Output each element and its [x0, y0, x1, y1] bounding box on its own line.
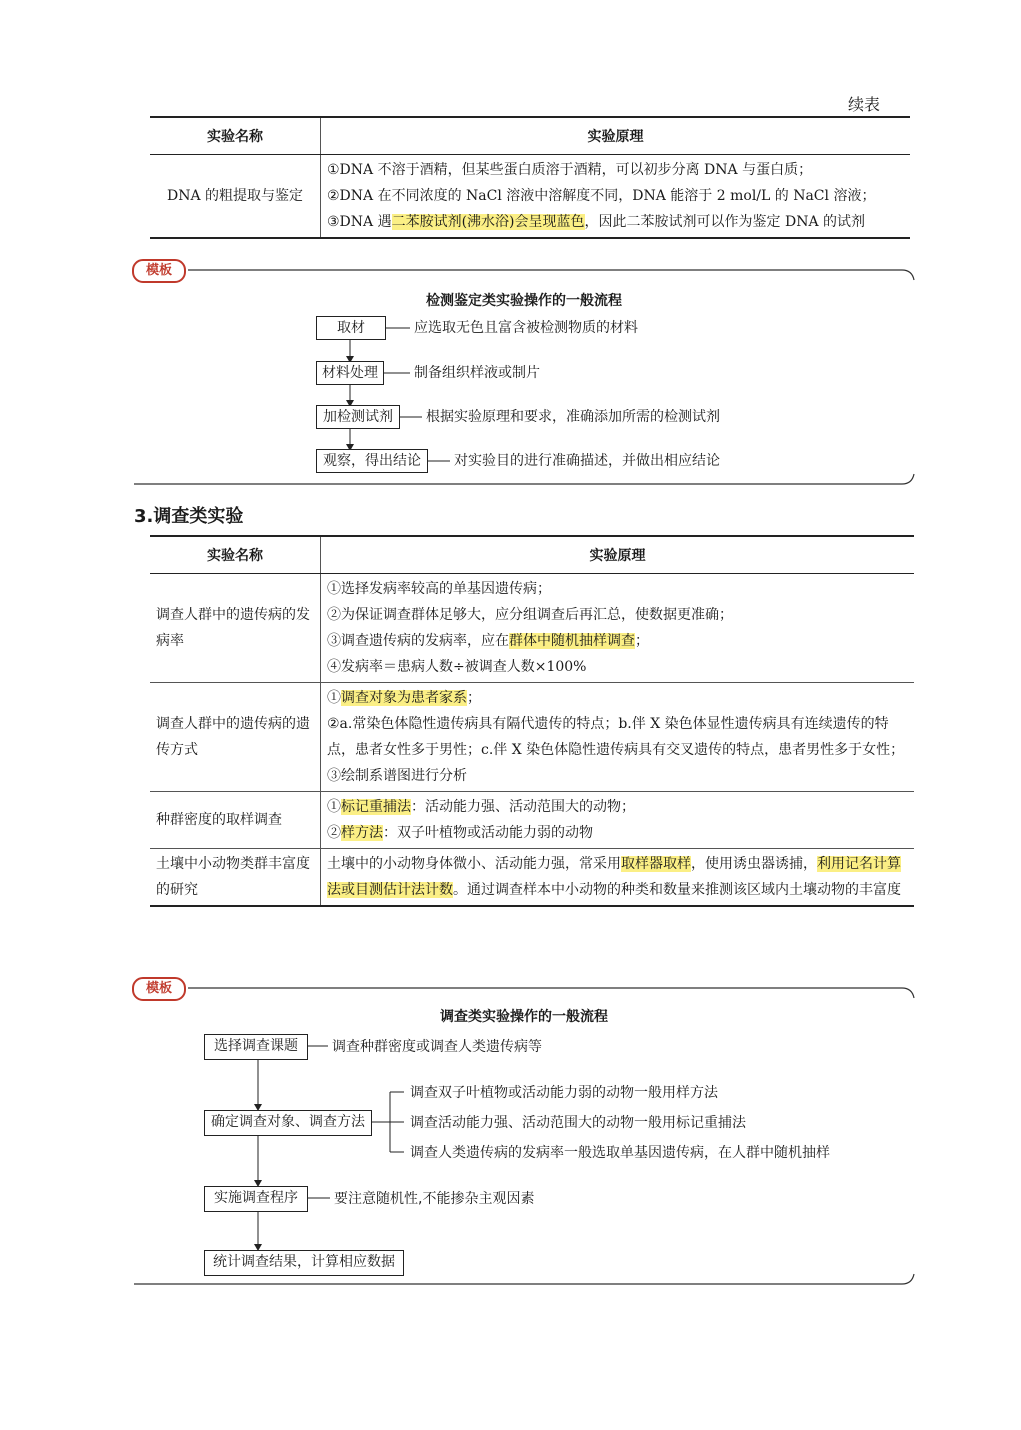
table-row [150, 792, 914, 849]
flow-step-choose-topic: 选择调查课题 [204, 1034, 308, 1060]
principle-line: ①调查对象为患者家系； [327, 690, 481, 706]
table-header-name: 实验名称 [150, 536, 321, 574]
flow-note: 要注意随机性,不能掺杂主观因素 [334, 1191, 535, 1207]
principle-line: ④发病率＝患病人数÷被调查人数×100% [327, 659, 587, 675]
experiment-name: 土壤中小动物类群丰富度的研究 [150, 849, 321, 907]
highlight: 调查对象为患者家系 [341, 690, 467, 706]
experiment-name: 调查人群中的遗传病的遗传方式 [150, 683, 321, 792]
principle-line: ②为保证调查群体足够大，应分组调查后再汇总，使数据更准确； [327, 607, 733, 623]
flow-step-sampling: 取材 [316, 316, 386, 340]
experiment-name: 种群密度的取样调查 [150, 792, 321, 849]
flow-note: 对实验目的进行准确描述，并做出相应结论 [454, 453, 720, 469]
highlight: 群体中随机抽样调查 [509, 633, 635, 649]
principle-line: ②a.常染色体隐性遗传病具有隔代遗传的特点；b.伴 X 染色体显性遗传病具有连续遗传的特点，患者女性多于男性；c.伴 X 染色体隐性遗传病具有交叉遗传的特点，患者男性多于女性； [327, 716, 905, 758]
table-header-principle: 实验原理 [321, 536, 915, 574]
table-header-name: 实验名称 [150, 117, 321, 155]
continued-label: 续表 [848, 95, 881, 114]
flow-step-observe: 观察，得出结论 [316, 449, 428, 473]
flow-note: 调查活动能力强、活动范围大的动物一般用标记重捕法 [410, 1115, 746, 1131]
template-title: 检测鉴定类实验操作的一般流程 [426, 293, 622, 309]
principle-line: ②样方法：双子叶植物或活动能力弱的动物 [327, 825, 593, 841]
principle-line: ①选择发病率较高的单基因遗传病； [327, 581, 551, 597]
experiment-principle [321, 792, 915, 849]
experiment-principle [321, 683, 915, 792]
template-panel-survey [132, 976, 916, 1294]
flow-step-add-reagent: 加检测试剂 [316, 405, 400, 429]
experiment-name: DNA 的粗提取与鉴定 [150, 155, 321, 239]
experiment-table-dna [150, 116, 910, 239]
principle-line: ①标记重捕法：活动能力强、活动范围大的动物； [327, 799, 635, 815]
template-tag: 模板 [132, 977, 186, 1001]
experiment-name: 调查人群中的遗传病的发病率 [150, 574, 321, 683]
principle-line: ①DNA 不溶于酒精，但某些蛋白质溶于酒精，可以初步分离 DNA 与蛋白质； [327, 162, 813, 178]
flow-step-statistics: 统计调查结果，计算相应数据 [204, 1250, 404, 1276]
highlight: 标记重捕法 [341, 799, 411, 815]
experiment-principle [321, 574, 915, 683]
flow-step-implement: 实施调查程序 [204, 1186, 308, 1212]
flow-note: 根据实验原理和要求，准确添加所需的检测试剂 [426, 409, 720, 425]
table-row [150, 683, 914, 792]
highlight: 取样器取样 [621, 856, 691, 872]
highlight: 利用记名计算法或目测估计法计数 [327, 856, 901, 898]
highlight: 二苯胺试剂(沸水浴)会呈现蓝色 [391, 214, 585, 230]
flow-step-processing: 材料处理 [316, 361, 384, 385]
template-panel-detection [132, 258, 916, 494]
flow-note: 调查双子叶植物或活动能力弱的动物一般用样方法 [410, 1085, 718, 1101]
table-row [150, 155, 910, 239]
principle-line: ③DNA 遇二苯胺试剂(沸水浴)会呈现蓝色，因此二苯胺试剂可以作为鉴定 DNA 的试剂 [327, 214, 866, 230]
flow-note: 调查种群密度或调查人类遗传病等 [332, 1039, 542, 1055]
highlight: 样方法 [341, 825, 383, 841]
table-row [150, 574, 914, 683]
table-row [150, 849, 914, 907]
principle-line: ②DNA 在不同浓度的 NaCl 溶液中溶解度不同，DNA 能溶于 2 mol/L 的 NaCl 溶液； [327, 188, 876, 204]
flow-step-determine-method: 确定调查对象、调查方法 [204, 1110, 372, 1136]
template-title: 调查类实验操作的一般流程 [440, 1009, 608, 1025]
section-heading: 3.调查类实验 [134, 506, 244, 527]
table-header-principle: 实验原理 [321, 117, 911, 155]
flow-note: 调查人类遗传病的发病率一般选取单基因遗传病，在人群中随机抽样 [410, 1145, 830, 1161]
principle-line: ③调查遗传病的发病率，应在群体中随机抽样调查； [327, 633, 649, 649]
flow-note: 应选取无色且富含被检测物质的材料 [414, 320, 638, 336]
template-tag: 模板 [132, 259, 186, 283]
experiment-table-survey [150, 535, 914, 907]
principle-line: 土壤中的小动物身体微小、活动能力强，常采用取样器取样，使用诱虫器诱捕，利用记名计算法或目测估计法计数。通过调查样本中小动物的种类和数量来推测该区域内土壤动物的丰富度 [327, 856, 901, 898]
flow-note: 制备组织样液或制片 [414, 365, 540, 381]
experiment-principle [321, 155, 911, 239]
experiment-principle [321, 849, 915, 907]
principle-line: ③绘制系谱图进行分析 [327, 768, 467, 784]
